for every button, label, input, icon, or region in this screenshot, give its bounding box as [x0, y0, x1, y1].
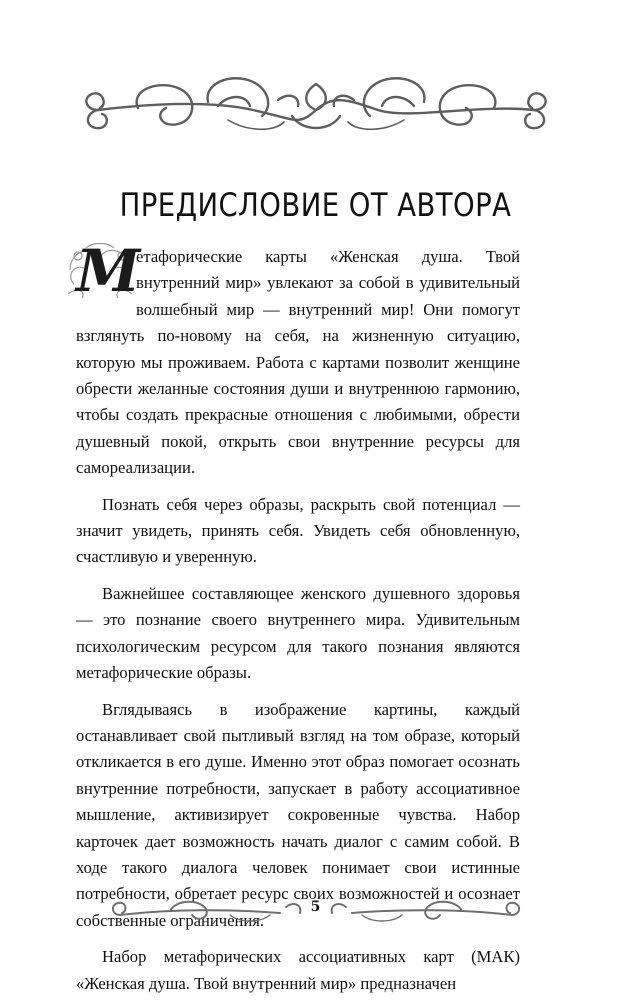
paragraph-4: Вглядываясь в изображение картины, каждый останавливает свой пытливый взгляд на том образе, который откликается в его душе. Именно этот образ помогает осознать внутренние потребности, запускает в работу ассоциативное мышление, активизирует сокровенные чувства. Набор карточек дает возможность начать диалог с самим собой. В ходе такого диалога человек понимает свои истинные потребности, обретает ресурс своих возможностей и осознает собственные ограничения. [76, 699, 520, 930]
paragraph-2: Познать себя через образы, раскрыть свой потенциал — значит увидеть, принять себя. Увидеть себя обновленную, счастливую и уверенную. [76, 494, 520, 567]
paragraph-3: Важнейшее составляющее женского душевного здоровья — это познание своего внутреннего мира. Удивительным психологическим ресурсом для такого познания являются метафорические образы. [76, 583, 520, 683]
dropcap-block [70, 237, 141, 305]
chapter-title: ПРЕДИСЛОВИЕ ОТ АВТОРА [119, 186, 512, 224]
dropcap-letter: М [76, 237, 141, 305]
top-flourish-ornament [78, 70, 554, 146]
page-number: 5 [310, 899, 321, 915]
paragraph-1-text: етафорические карты «Женская душа. Твой внутренний мир» увлекают за собой в удивительный волшебный мир — внутренний мир! Они помогут взглянуть по-новому на себя, на жизненную ситуацию, которую мы проживаем. Работа с картами позволит женщине обрести желанные состояния души и внутреннюю гармонию, чтобы создать прекрасные отношения с любимыми, обрести душевный покой, открыть свои внутренние ресурсы для самореализации. [76, 247, 520, 478]
paragraph-5: Набор метафорических ассоциативных карт (МАК) «Женская душа. Твой внутренний мир» предназначен [76, 947, 520, 993]
body-text [76, 237, 520, 1007]
paragraph-1 [76, 237, 520, 482]
